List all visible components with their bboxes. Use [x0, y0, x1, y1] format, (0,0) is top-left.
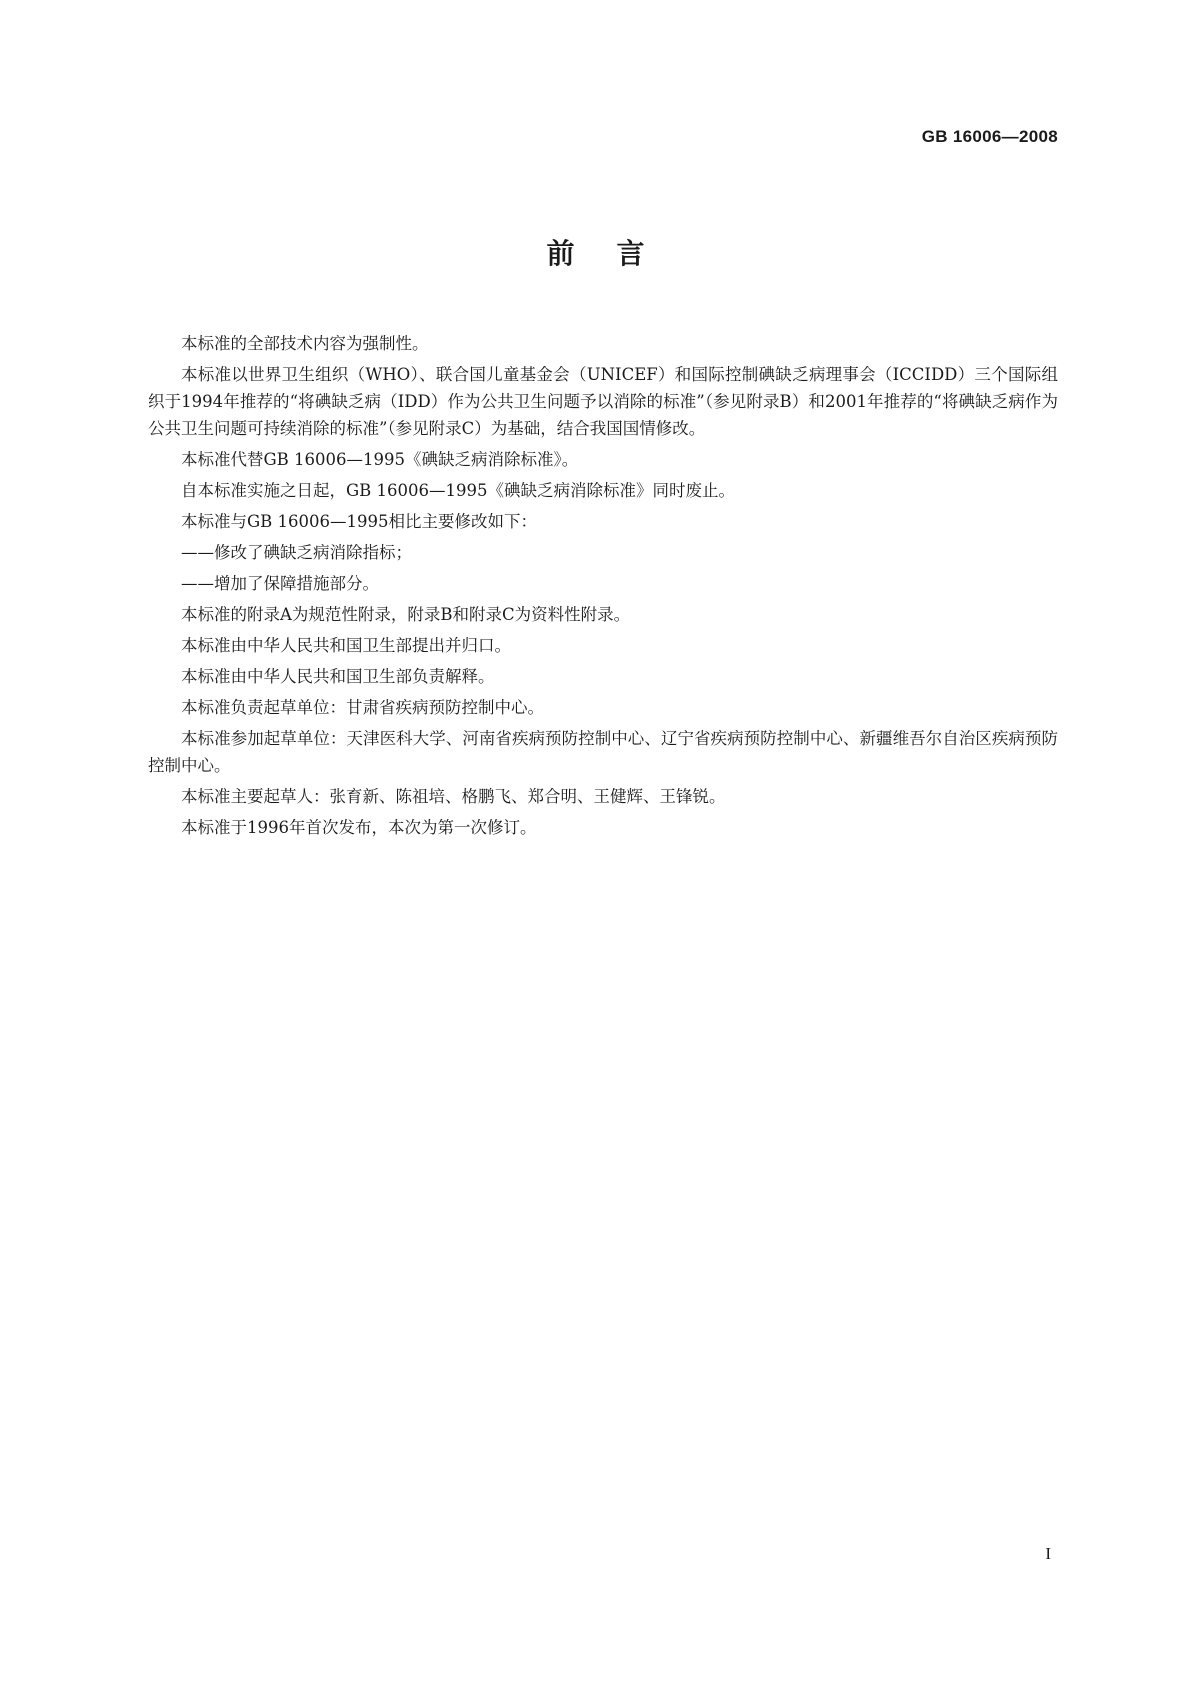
paragraph-proposed-by: 本标准由中华人民共和国卫生部提出并归口。	[181, 636, 511, 655]
paragraph-mandatory: 本标准的全部技术内容为强制性。	[181, 334, 429, 353]
paragraph-change-1: ——修改了碘缺乏病消除指标；	[181, 543, 412, 562]
paragraph-annexes: 本标准的附录A为规范性附录，附录B和附录C为资料性附录。	[181, 605, 631, 624]
paragraph-changes-intro: 本标准与GB 16006—1995相比主要修改如下：	[181, 512, 538, 531]
page-title: 前言	[546, 237, 687, 270]
standard-code: GB 16006—2008	[921, 127, 1058, 146]
paragraph-change-2: ——增加了保障措施部分。	[181, 574, 379, 593]
paragraph-history: 本标准于1996年首次发布，本次为第一次修订。	[181, 818, 537, 837]
paragraph-lead-drafter: 本标准负责起草单位：甘肃省疾病预防控制中心。	[181, 698, 544, 717]
paragraph-participating-drafters: 本标准参加起草单位：天津医科大学、河南省疾病预防控制中心、辽宁省疾病预防控制中心、新疆维吾尔自治区疾病预防控制中心。	[148, 729, 1058, 775]
paragraph-main-drafters: 本标准主要起草人：张育新、陈祖培、格鹏飞、郑合明、王健辉、王锋锐。	[181, 787, 726, 806]
paragraph-replaces: 本标准代替GB 16006—1995《碘缺乏病消除标准》。	[181, 450, 579, 469]
paragraph-interpreted-by: 本标准由中华人民共和国卫生部负责解释。	[181, 667, 495, 686]
paragraph-abolished: 自本标准实施之日起，GB 16006—1995《碘缺乏病消除标准》同时废止。	[181, 481, 736, 500]
paragraph-basis: 本标准以世界卫生组织（WHO）、联合国儿童基金会（UNICEF）和国际控制碘缺乏病理事会（ICCIDD）三个国际组织于1994年推荐的“将碘缺乏病（IDD）作为公共卫生问题予以消除的标准”（参见附录B）和2001年推荐的“将碘缺乏病作为公共卫生问题可持续消除的标准”（参见附录C）为基础，结合我国国情修改。	[148, 365, 1058, 438]
preface-body	[148, 330, 1058, 841]
page-number: I	[1045, 1544, 1051, 1563]
